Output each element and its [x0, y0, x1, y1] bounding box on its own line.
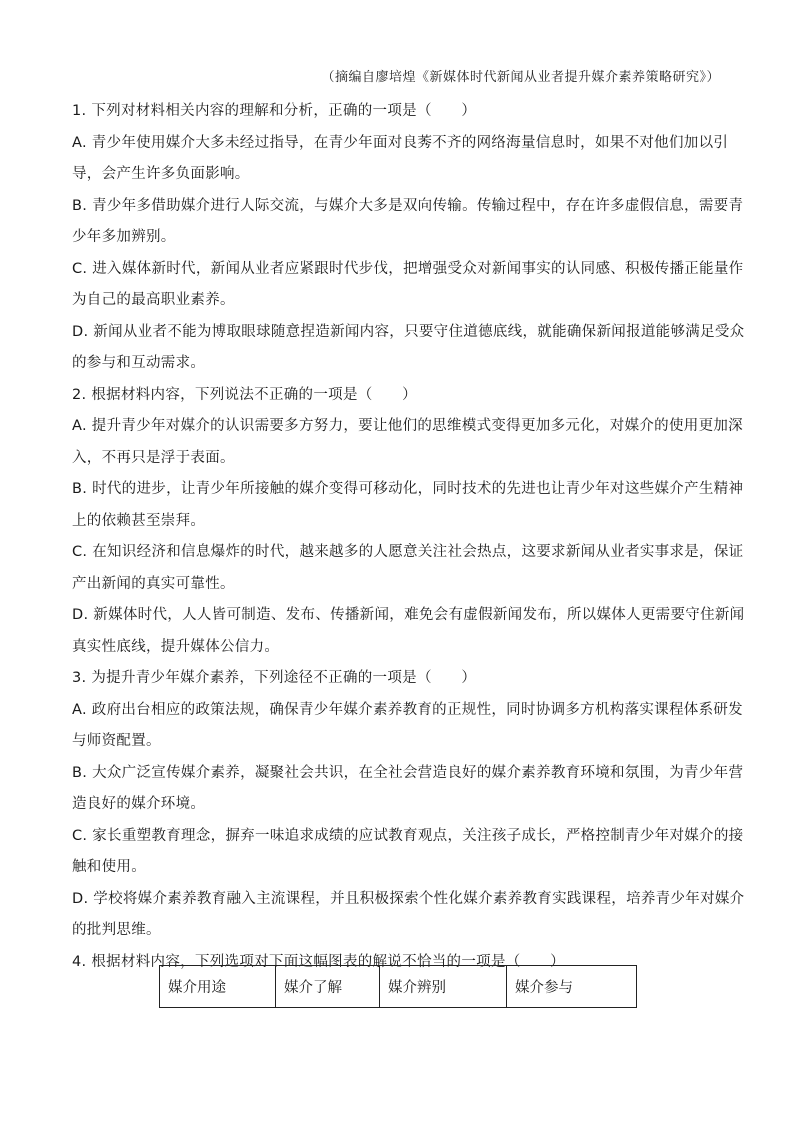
q1-option-a: A. 青少年使用媒介大多未经过指导，在青少年面对良莠不齐的网络海量信息时，如果不对他们加以引	[72, 134, 729, 151]
q1-option-d-cont: 的参与和互动需求。	[72, 355, 206, 371]
q2-option-c: C. 在知识经济和信息爆炸的时代，越来越多的人愿意关注社会热点，这要求新闻从业者实事求是，保证	[72, 544, 744, 560]
q2-option-c-cont: 产出新闻的真实可靠性。	[72, 575, 235, 592]
q2-option-d-cont: 真实性底线，提升媒体公信力。	[72, 638, 280, 655]
q3-option-a-cont: 与师资配置。	[72, 733, 161, 749]
q2-option-a: A. 提升青少年对媒介的认识需要多方努力，要让他们的思维模式变得更加多元化，对媒介的使用更加深	[72, 418, 743, 434]
question-content	[72, 96, 745, 978]
q3-option-c: C. 家长重塑教育理念，摒弃一味追求成绩的应试教育观点，关注孩子成长，严格控制青少年对媒介的接	[72, 827, 744, 844]
question-2-stem: 2. 根据材料内容，下列说法不正确的一项是（ ）	[72, 386, 417, 403]
q1-option-b: B. 青少年多借助媒介进行人际交流，与媒介大多是双向传输。传输过程中，存在许多虚假信息，需要青	[72, 197, 744, 214]
question-4-stem: 4. 根据材料内容，下列选项对下面这幅图表的解说不恰当的一项是（ ）	[72, 953, 565, 970]
table-cell-media-understanding: 媒介了解	[276, 966, 380, 1008]
table-cell-media-discernment: 媒介辨别	[380, 966, 507, 1008]
q2-option-d: D. 新媒体时代，人人皆可制造、发布、传播新闻，难免会有虚假新闻发布，所以媒体人更需要守住新闻	[72, 607, 745, 623]
q3-option-b-cont: 造良好的媒介环境。	[72, 796, 206, 812]
q1-option-d: D. 新闻从业者不能为博取眼球随意捏造新闻内容，只要守住道德底线，就能确保新闻报道能够满足受众	[72, 323, 745, 340]
table-cell-media-participation: 媒介参与	[507, 966, 637, 1008]
media-literacy-table	[159, 965, 637, 1008]
q1-option-a-cont: 导，会产生许多负面影响。	[72, 166, 250, 182]
source-citation: （摘编自廖培煌《新媒体时代新闻从业者提升媒介素养策略研究》）	[321, 70, 720, 85]
q1-option-c-cont: 为自己的最高职业素养。	[72, 292, 235, 308]
q2-option-a-cont: 入，不再只是浮于表面。	[72, 449, 235, 466]
q3-option-d: D. 学校将媒介素养教育融入主流课程，并且积极探索个性化媒介素养教育实践课程，培养青少年对媒介	[72, 890, 745, 907]
q3-option-d-cont: 的批判思维。	[72, 922, 161, 938]
q1-option-c: C. 进入媒体新时代，新闻从业者应紧跟时代步伐，把增强受众对新闻事实的认同感、积极传播正能量作	[72, 260, 744, 277]
q1-option-b-cont: 少年多加辨别。	[72, 229, 176, 245]
q2-option-b: B. 时代的进步，让青少年所接触的媒介变得可移动化，同时技术的先进也让青少年对这些媒介产生精神	[72, 481, 744, 497]
table-row	[160, 966, 637, 1008]
question-1-stem: 1. 下列对材料相关内容的理解和分析，正确的一项是（ ）	[72, 103, 477, 119]
q3-option-c-cont: 触和使用。	[72, 859, 146, 875]
q3-option-b: B. 大众广泛宣传媒介素养，凝聚社会共识，在全社会营造良好的媒介素养教育环境和氛围，为青少年营	[72, 764, 744, 781]
q3-option-a: A. 政府出台相应的政策法规，确保青少年媒介素养教育的正规性，同时协调多方机构落实课程体系研发	[72, 701, 743, 718]
question-3-stem: 3. 为提升青少年媒介素养，下列途径不正确的一项是（ ）	[72, 670, 477, 686]
table-cell-media-use: 媒介用途	[160, 966, 276, 1008]
q2-option-b-cont: 上的依赖甚至崇拜。	[72, 512, 206, 529]
